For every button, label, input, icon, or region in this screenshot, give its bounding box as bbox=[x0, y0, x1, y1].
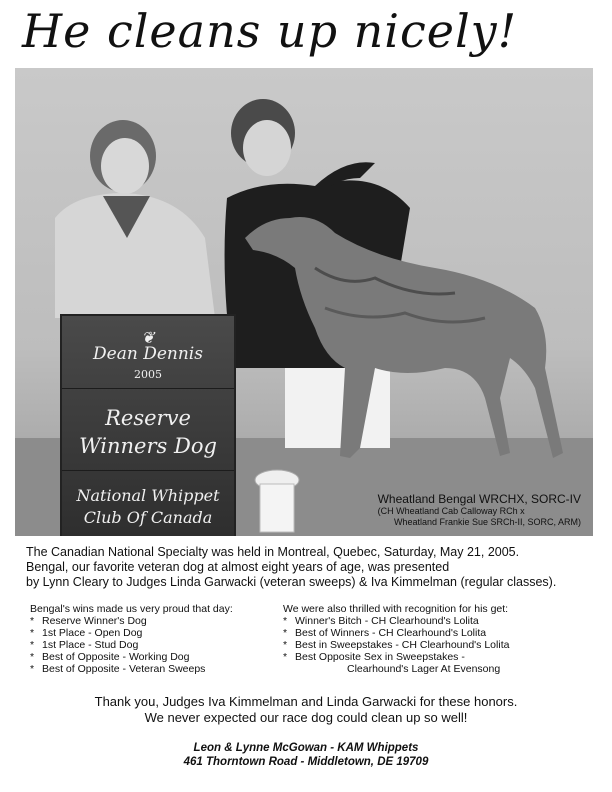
list-item: * Best of Opposite - Veteran Sweeps bbox=[30, 663, 233, 675]
list-item: * Winner's Bitch - CH Clearhound's Lolita bbox=[283, 615, 509, 627]
sign-club-line1: National Whippet bbox=[76, 486, 220, 505]
headline: He cleans up nicely! bbox=[22, 4, 518, 58]
photo-caption bbox=[378, 493, 581, 528]
list-item: * Best Opposite Sex in Sweepstakes - bbox=[283, 651, 509, 663]
get-list bbox=[283, 603, 509, 675]
wins-list bbox=[30, 603, 233, 675]
sign-plank-divider bbox=[62, 388, 234, 389]
signature-block bbox=[0, 741, 612, 769]
sign-club-line2: Club Of Canada bbox=[83, 508, 213, 527]
list-item: * Reserve Winner's Dog bbox=[30, 615, 233, 627]
show-photo bbox=[15, 68, 593, 536]
signature-address: 461 Thorntown Road - Middletown, DE 19709 bbox=[183, 756, 429, 768]
judge-figure bbox=[55, 120, 215, 318]
sign-year: 2005 bbox=[134, 368, 162, 381]
intro-paragraph bbox=[26, 545, 596, 590]
pedigree-dam: Wheatland Frankie Sue SRCh-II, SORC, ARM) bbox=[393, 517, 581, 527]
dog-name: Wheatland Bengal WRCHX, SORC-IV bbox=[377, 492, 581, 506]
intro-line: The Canadian National Specialty was held in Montreal, Quebec, Saturday, May 21, 2005. bbox=[26, 545, 520, 559]
list-item: * 1st Place - Open Dog bbox=[30, 627, 233, 639]
list-item: * 1st Place - Stud Dog bbox=[30, 639, 233, 651]
list-item: * Best in Sweepstakes - CH Clearhound's Lolita bbox=[283, 639, 509, 651]
list-item: * Best of Opposite - Working Dog bbox=[30, 651, 233, 663]
thanks-message bbox=[0, 694, 612, 726]
thanks-line: We never expected our race dog could clean up so well! bbox=[144, 710, 468, 725]
rosette-ribbon bbox=[255, 470, 299, 532]
list-item: * Best of Winners - CH Clearhound's Lolita bbox=[283, 627, 509, 639]
list-item-continuation: Clearhound's Lager At Evensong bbox=[347, 663, 501, 675]
pedigree-sire: (CH Wheatland Cab Calloway RCh x bbox=[377, 506, 525, 516]
sign-ornament: ❦ bbox=[141, 328, 155, 347]
intro-line: by Lynn Cleary to Judges Linda Garwacki (veteran sweeps) & Iva Kimmelman (regular classes). bbox=[26, 575, 557, 589]
wins-heading: Bengal's wins made us very proud that day: bbox=[30, 603, 233, 615]
sign-plank-divider bbox=[62, 470, 234, 471]
intro-line: Bengal, our favorite veteran dog at almost eight years of age, was presented bbox=[26, 560, 450, 574]
sign-award-line2: Winners Dog bbox=[79, 434, 217, 458]
sign-award-line1: Reserve bbox=[105, 406, 191, 430]
thanks-line: Thank you, Judges Iva Kimmelman and Linda Garwacki for these honors. bbox=[94, 694, 518, 709]
get-heading: We were also thrilled with recognition for his get: bbox=[283, 603, 509, 615]
signature-names: Leon & Lynne McGowan - KAM Whippets bbox=[193, 742, 419, 754]
sign-sponsor: Dean Dennis bbox=[93, 344, 203, 364]
award-sign bbox=[60, 314, 236, 536]
